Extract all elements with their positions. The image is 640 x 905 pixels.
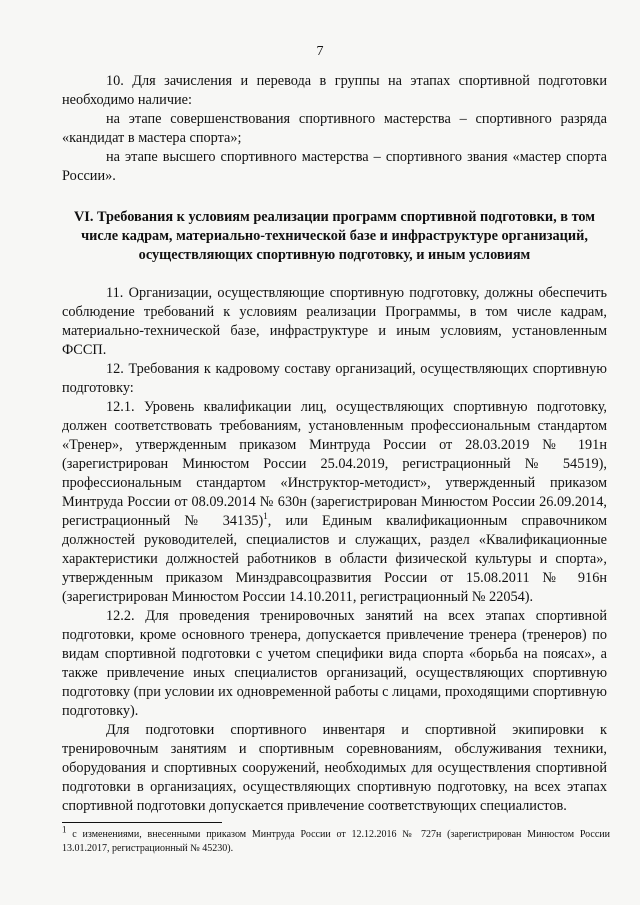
paragraph-12-1-text-continued: , или Единым квалификационным справочником должностей руководителей, специалистов и служащих, раздел «Квалификационные характеристики должностей работников в области физической культуры и спорта», утвержденным приказом Минздравсоцразвития России от 15.08.2011 № 916н (зарегистрирован Минюстом России 14.10.2011, регистрационный № 22054). (62, 513, 607, 605)
page-number: 7 (316, 44, 324, 59)
paragraph-10-stage-2: на этапе высшего спортивного мастерства – спортивного звания «мастер спорта России». (62, 149, 607, 184)
footnote-text: с изменениями, внесенными приказом Минтруда России от 12.12.2016 № 727н (зарегистрирован Минюстом России 13.01.2017, регистрационный № 45230). (62, 829, 610, 854)
paragraph-12-1 (62, 398, 607, 607)
paragraph-11: 11. Организации, осуществляющие спортивную подготовку, должны обеспечить соблюдение требований к условиям реализации Программы, в том числе кадрам, материально-технической базе, инфраструктуре и иным условиям, установленным ФССП. (62, 285, 607, 358)
footnote-mark: 1 (62, 824, 67, 835)
paragraph-10: 10. Для зачисления и перевода в группы на этапах спортивной подготовки необходимо наличие: (62, 73, 607, 108)
paragraph-12-2: 12.2. Для проведения тренировочных занятий на всех этапах спортивной подготовки, кроме основного тренера, допускается привлечение тренера (тренеров) по видам спортивной подготовки с учетом специфики вида спорта «борьба на поясах», а также привлечение иных специалистов организаций, осуществляющих спортивную подготовку (при условии их одновременной работы с лицами, проходящими спортивную подготовку). (62, 608, 607, 719)
footnote-divider (62, 822, 222, 823)
section-heading: VI. Требования к условиям реализации программ спортивной подготовки, в том числе кадрам, материально-технической базе и инфраструктуре организаций, осуществляющих спортивную подготовку, и иным условиям (73, 209, 596, 263)
paragraph-specialists: Для подготовки спортивного инвентаря и спортивной экипировки к тренировочным занятиям и спортивным соревнованиям, обслуживания техники, оборудования и спортивных сооружений, необходимых для осуществления спортивной подготовки в организациях, осуществляющих спортивную подготовку, на всех этапах спортивной подготовки допускается привлечение соответствующих специалистов. (62, 722, 607, 814)
footnote (62, 824, 610, 856)
paragraph-12-1-text: 12.1. Уровень квалификации лиц, осуществляющих спортивную подготовку, должен соответствовать требованиям, установленным профессиональным стандартом «Тренер», утвержденным приказом Минтруда России от 28.03.2019 № 191н (зарегистрирован Минюстом России 25.04.2019, регистрационный № 54519), профессиональным стандартом «Инструктор-методист», утвержденный приказом Минтруда России от 08.09.2014 № 630н (зарегистрирован Минюстом России 26.09.2014, регистрационный № 34135) (62, 399, 607, 529)
paragraph-12: 12. Требования к кадровому составу организаций, осуществляющих спортивную подготовку: (62, 361, 607, 396)
document-body (62, 72, 607, 816)
paragraph-10-stage-1: на этапе совершенствования спортивного мастерства – спортивного разряда «кандидат в мастера спорта»; (62, 111, 607, 146)
footnote-reference: 1 (263, 511, 268, 522)
